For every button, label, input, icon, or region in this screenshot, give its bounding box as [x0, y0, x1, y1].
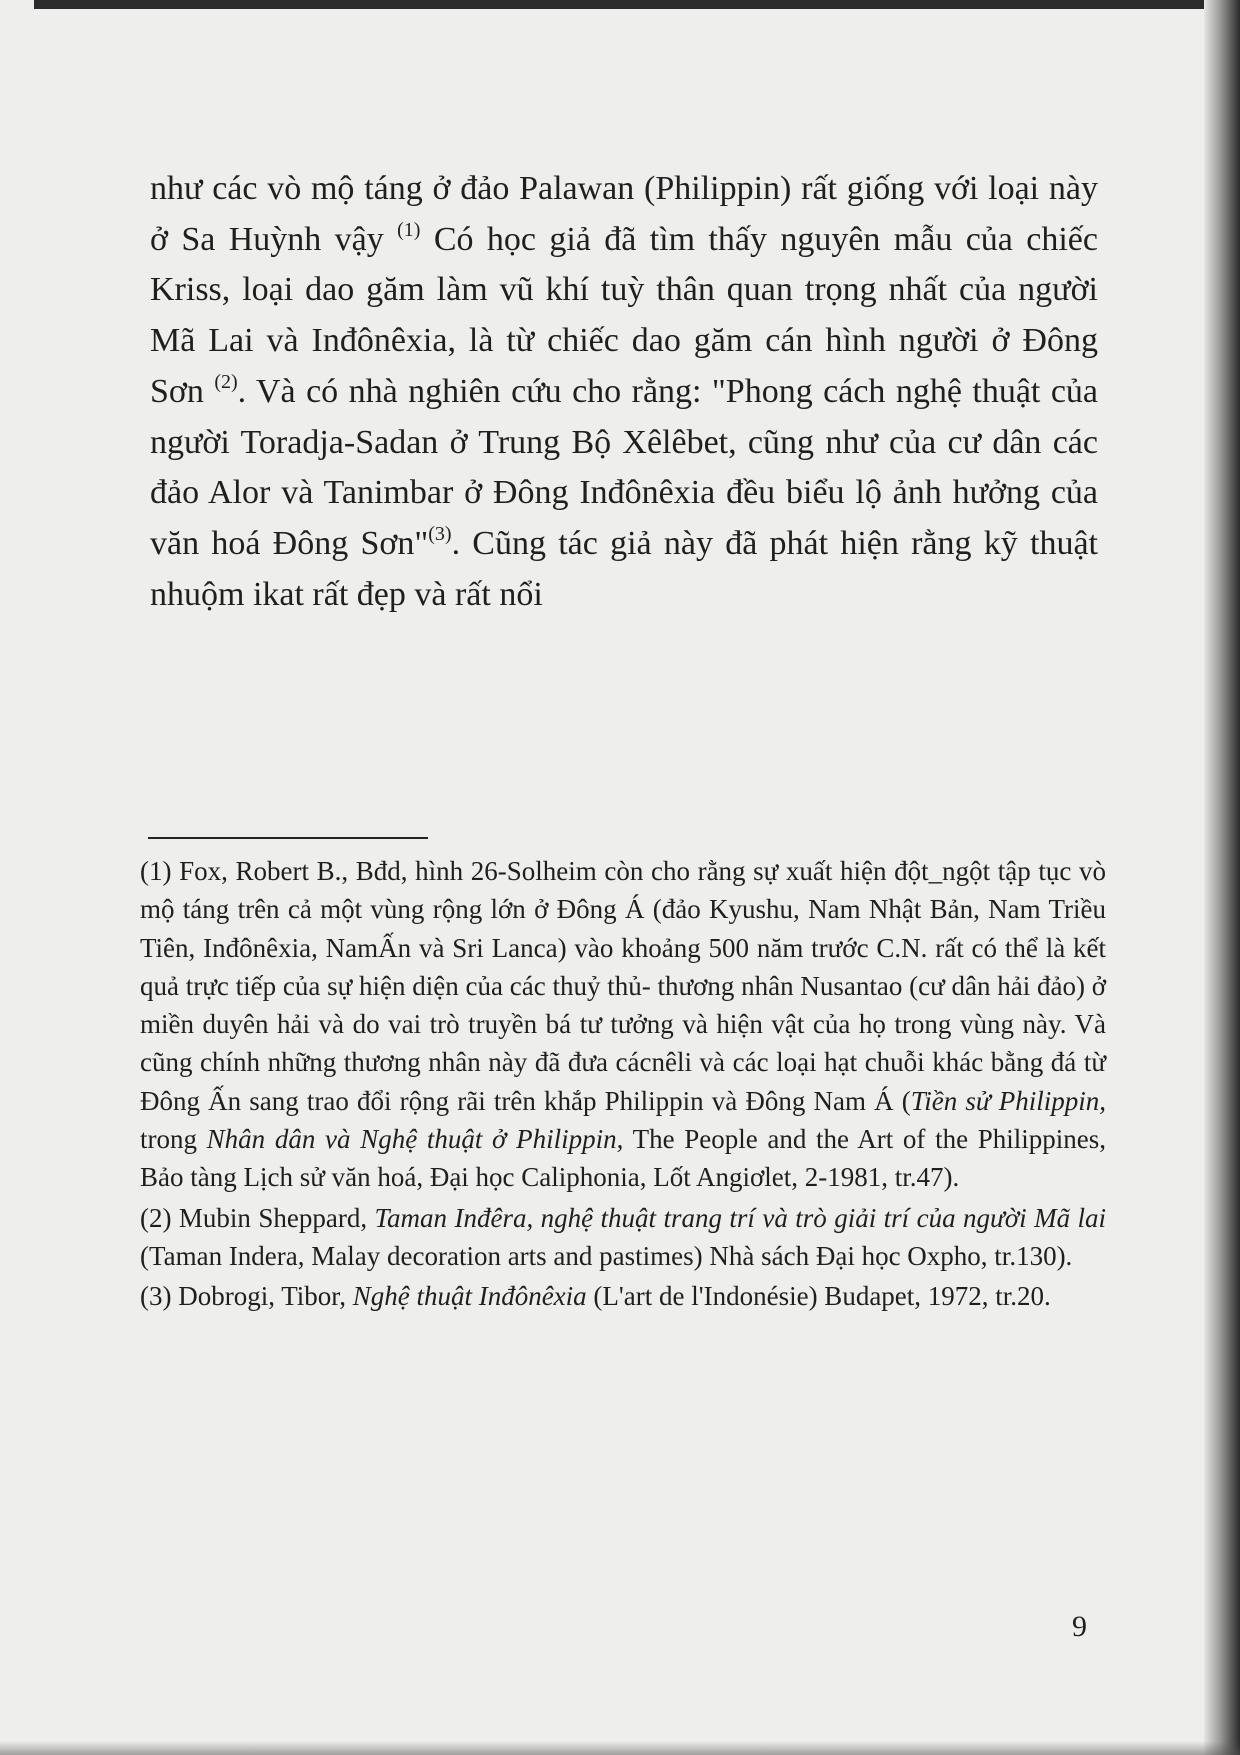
footnote-text: (Taman Indera, Malay decoration arts and pastimes) Nhà sách Đại học Oxpho, tr.130).	[140, 1240, 1073, 1271]
footnote-2	[140, 1199, 1106, 1276]
footnote-separator	[148, 837, 428, 839]
footnote-ref-1: (1)	[397, 218, 421, 241]
footnote-text: (L'art de l'Indonésie) Budapet, 1972, tr.20.	[586, 1281, 1051, 1312]
footnote-text: (3) Dobrogi, Tibor,	[140, 1281, 353, 1312]
body-text-part: . Và có nhà nghiên cứu cho rằng: "Phong cách nghệ thuật của người Toradja-Sadan ở Trung Bộ Xêlêbet, cũng như của cư dân các đảo Alor và Tanimbar ở Đông Inđônêxia đều biểu lộ ảnh hưởng của văn hoá Đông Sơn"	[150, 372, 1098, 562]
footnote-text: (1) Fox, Robert B., Bđd, hình 26-Solheim còn cho rằng sự xuất hiện đột_ngột tập tục vò mộ táng trên cả một vùng rộng lớn ở Đông Á (đảo Kyushu, Nam Nhật Bản, Nam Triều Tiên, Inđônêxia, NamẤn và Sri Lanca) vào khoảng 500 năm trước C.N. rất có thể là kết quả trực tiếp của sự hiện diện của các thuỷ thủ- thương nhân Nusantao (cư dân hải đảo) ở miền duyên hải và do vai trò truyền bá tư tưởng và hiện vật của họ trong vùng này. Và cũng chính những thương nhân này đã đưa cácnêli và các loại hạt chuỗi khác bằng đá từ Đông Ấn sang trao đổi rộng rãi trên khắp Philippin và Đông Nam Á (	[140, 856, 1106, 1116]
body-paragraph	[150, 164, 1098, 620]
body-text-part: Có học giả đã tìm thấy nguyên mẫu của chiếc Kriss, loại dao găm làm vũ khí tuỳ thân quan trọng nhất của người Mã Lai và Inđônêxia, là từ chiếc dao găm cán hình người ở Đông Sơn	[150, 220, 1098, 410]
footnote-1	[140, 852, 1106, 1197]
footnote-title: Nhân dân và Nghệ thuật ở Philippin,	[206, 1124, 624, 1155]
page-number: 9	[1072, 1610, 1087, 1643]
body-text-part: . Cũng tác giả này đã phát hiện rằng kỹ thuật nhuộm ikat rất đẹp và rất nổi	[150, 524, 1098, 613]
footnote-3	[140, 1277, 1106, 1315]
page-top-edge	[34, 0, 1210, 9]
footnote-title: Nghệ thuật Inđônêxia	[352, 1281, 587, 1312]
footnotes	[140, 852, 1106, 1318]
footnote-title: Tiền sử Philippin,	[910, 1085, 1106, 1116]
footnote-text: The People and the Art of the Philippines, Bảo tàng Lịch sử văn hoá, Đại học Caliphonia, Lốt Angiơlet, 2-1981, tr.47).	[140, 1124, 1106, 1193]
footnote-ref-3: (3)	[428, 522, 452, 545]
footnote-ref-2: (2)	[214, 370, 238, 393]
bottom-shadow	[0, 1741, 1240, 1755]
binding-shadow	[1204, 0, 1240, 1755]
footnote-text: trong	[140, 1124, 207, 1155]
body-text-part: như các vò mộ táng ở đảo Palawan (Philippin) rất giống với loại này ở Sa Huỳnh vậy	[150, 170, 1098, 258]
footnote-title: Taman Inđêra, nghệ thuật trang trí và trò giải trí của người Mã lai	[374, 1202, 1106, 1233]
footnote-text: (2) Mubin Sheppard,	[140, 1202, 375, 1233]
